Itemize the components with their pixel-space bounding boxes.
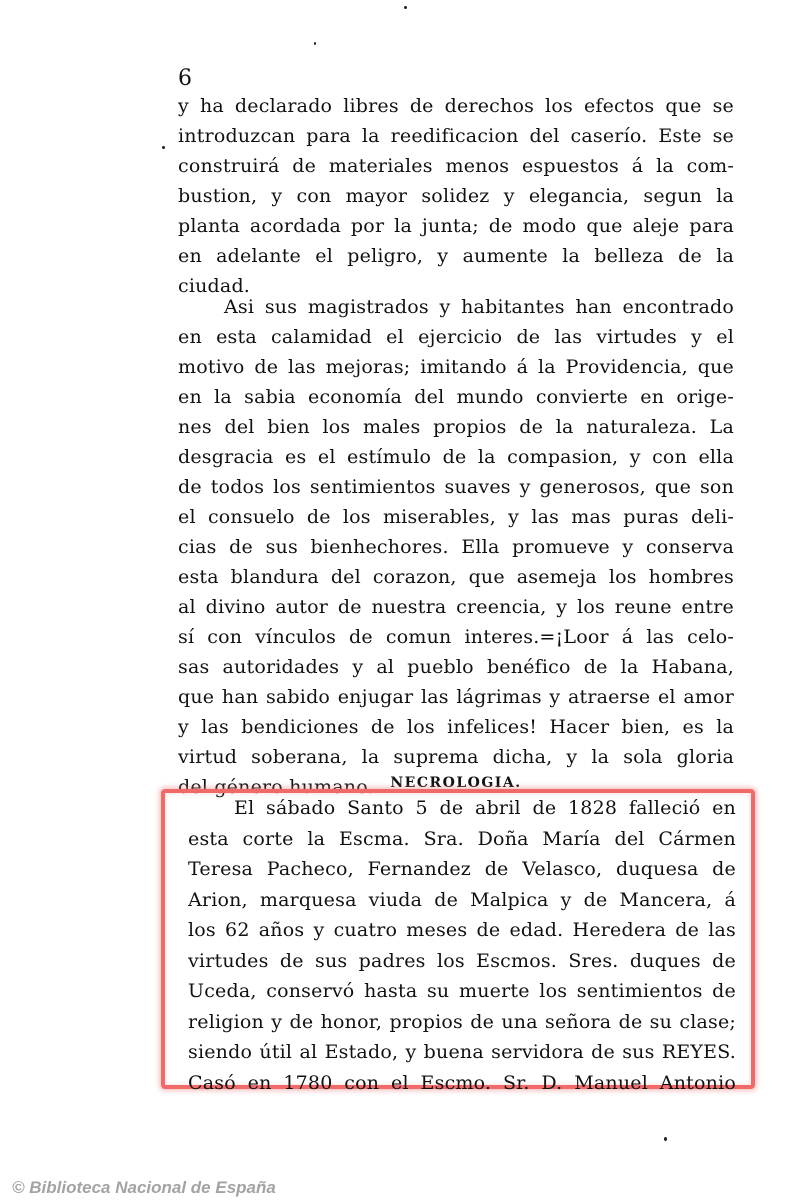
copyright-watermark: © Biblioteca Nacional de España	[12, 1178, 276, 1197]
text-line: esta blandura del corazon, que asemeja los hombres	[178, 566, 734, 588]
text-line: en adelante el peligro, y aumente la belleza de la	[178, 245, 734, 267]
text-line: El sábado Santo 5 de abril de 1828 falleció en	[234, 797, 736, 819]
text-line: construirá de materiales menos espuestos á la com-	[178, 155, 734, 177]
text-line: Teresa Pacheco, Fernandez de Velasco, duquesa de	[188, 858, 736, 880]
scan-speck	[404, 6, 407, 9]
text-line: de todos los sentimientos suaves y generosos, que son	[178, 476, 734, 498]
text-line: cias de sus bienhechores. Ella promueve y conserva	[178, 536, 734, 558]
text-line: motivo de las mejoras; imitando á la Providencia, que	[178, 356, 734, 378]
text-line: al divino autor de nuestra creencia, y los reune entre	[178, 596, 734, 618]
text-line: y ha declarado libres de derechos los efectos que se	[178, 95, 734, 117]
text-line: que han sabido enjugar las lágrimas y atraerse el amor	[178, 686, 734, 708]
text-line: planta acordada por la junta; de modo que aleje para	[178, 215, 734, 237]
text-line: Casó en 1780 con el Escmo. Sr. D. Manuel Antonio	[188, 1071, 736, 1094]
text-line: sas autoridades y al pueblo benéfico de la Habana,	[178, 656, 734, 678]
text-line: siendo útil al Estado, y buena servidora de sus REYES.	[188, 1041, 736, 1063]
scan-speck	[162, 146, 165, 149]
text-line: virtud soberana, la suprema dicha, y la sola gloria	[178, 746, 734, 768]
paragraph-reedificacion	[178, 91, 734, 301]
text-line: en esta calamidad el ejercicio de las virtudes y el	[178, 326, 734, 348]
text-line: sí con vínculos de comun interes.=¡Loor á las celo-	[178, 626, 734, 648]
text-line: ciudad.	[178, 275, 251, 297]
text-line: esta corte la Escma. Sra. Doña María del Cármen	[188, 827, 736, 850]
text-line: introduzcan para la reedificacion del caserío. Este se	[178, 125, 734, 147]
paragraph-magistrados	[178, 292, 734, 802]
text-line: Uceda, conservó hasta su muerte los sentimientos de	[188, 980, 736, 1002]
paragraph-necrologia	[188, 793, 736, 1098]
text-line: Asi sus magistrados y habitantes han encontrado	[224, 296, 734, 318]
text-line: desgracia es el estímulo de la compasion, y con ella	[178, 446, 734, 468]
text-line: el consuelo de los miserables, y las mas puras deli-	[178, 506, 734, 528]
text-line: en la sabia economía del mundo convierte en orige-	[178, 386, 734, 408]
text-line: los 62 años y cuatro meses de edad. Heredera de las	[188, 919, 736, 941]
scan-speck	[664, 1137, 667, 1141]
text-line: y las bendiciones de los infelices! Hacer bien, es la	[178, 716, 734, 738]
text-line: del género humano.	[178, 776, 374, 798]
text-line: Arion, marquesa viuda de Malpica y de Mancera, á	[188, 888, 736, 911]
text-line: virtudes de sus padres los Escmos. Sres. duques de	[188, 949, 736, 972]
section-heading-necrologia: NECROLOGIA.	[390, 775, 522, 791]
text-line: religion y de honor, propios de una señora de su clase;	[188, 1010, 736, 1033]
page-number: 6	[178, 66, 192, 91]
text-line: nes del bien los males propios de la naturaleza. La	[178, 416, 734, 438]
scan-speck	[314, 42, 316, 45]
text-line: bustion, y con mayor solidez y elegancia, segun la	[178, 185, 734, 207]
